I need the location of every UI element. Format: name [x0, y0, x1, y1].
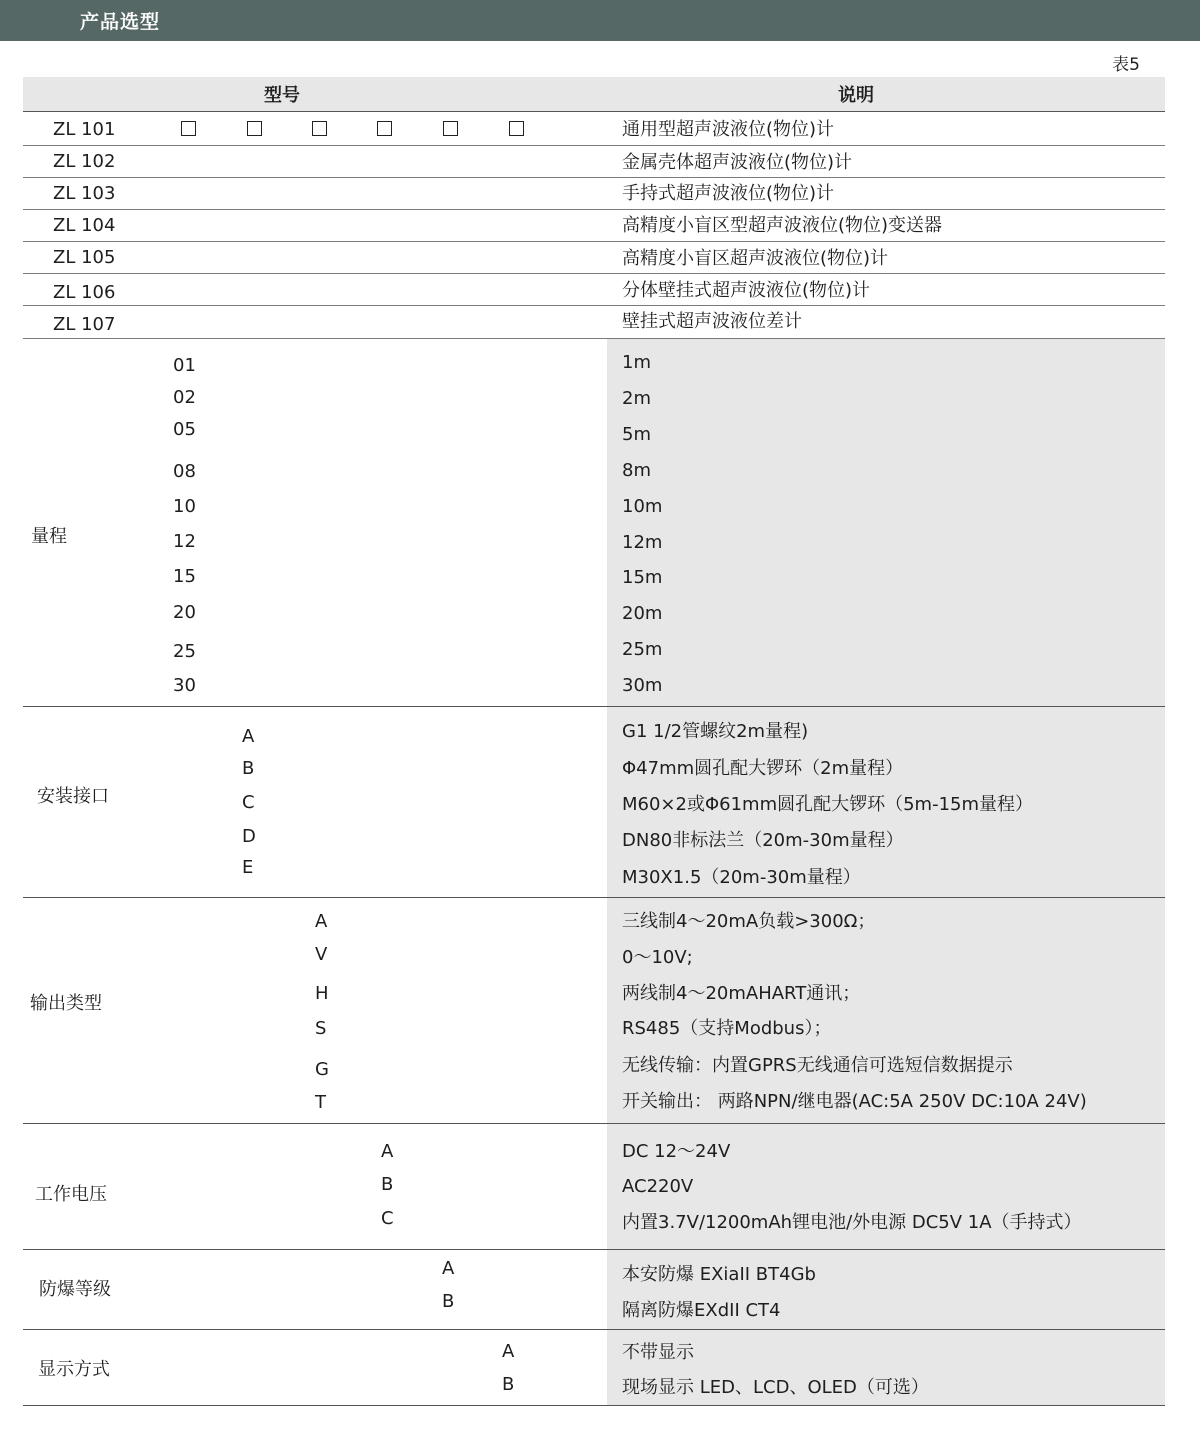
model-code: ZL 101 — [53, 119, 116, 140]
header-divider — [23, 111, 1165, 112]
range-desc: 15m — [622, 567, 663, 588]
row-divider — [23, 209, 1165, 210]
row-divider — [23, 305, 1165, 306]
mount-code: E — [242, 857, 254, 878]
mount-desc: DN80非标法兰（20m-30m量程） — [622, 830, 904, 851]
mount-code: C — [242, 792, 255, 813]
range-desc: 25m — [622, 639, 663, 660]
row-divider — [23, 145, 1165, 146]
model-desc: 金属壳体超声波液位(物位)计 — [622, 152, 853, 173]
table-number: 表5 — [1112, 55, 1140, 75]
range-code: 12 — [173, 531, 196, 552]
model-desc: 手持式超声波液位(物位)计 — [622, 183, 835, 204]
code-box-4 — [377, 121, 392, 136]
row-divider — [23, 273, 1165, 274]
model-code: ZL 107 — [53, 314, 116, 335]
range-desc: 1m — [622, 352, 651, 373]
model-desc: 高精度小盲区超声波液位(物位)计 — [622, 248, 889, 269]
code-box-5 — [443, 121, 458, 136]
range-desc: 2m — [622, 388, 651, 409]
row-divider — [23, 177, 1165, 178]
output-code: A — [315, 911, 328, 932]
output-desc: 无线传输：内置GPRS无线通信可选短信数据提示 — [622, 1055, 1013, 1076]
code-box-3 — [312, 121, 327, 136]
display-code: B — [502, 1374, 515, 1395]
range-code: 30 — [173, 675, 196, 696]
group-label-display: 显示方式 — [38, 1359, 110, 1380]
display-desc: 现场显示 LED、LCD、OLED（可选） — [622, 1377, 929, 1398]
model-code: ZL 104 — [53, 215, 116, 236]
model-code: ZL 106 — [53, 282, 116, 303]
output-desc: RS485（支持Modbus）； — [622, 1018, 832, 1039]
exproof-desc: 隔离防爆EXdII CT4 — [622, 1300, 781, 1321]
range-code: 05 — [173, 419, 196, 440]
range-code: 01 — [173, 355, 196, 376]
display-desc: 不带显示 — [622, 1342, 694, 1363]
group-label-output: 输出类型 — [30, 993, 102, 1014]
code-box-2 — [247, 121, 262, 136]
voltage-code: B — [381, 1174, 394, 1195]
output-code: H — [315, 983, 329, 1004]
header-row-bg — [23, 77, 1165, 111]
mount-desc: M60×2或Φ61mm圆孔配大锣环（5m-15m量程） — [622, 794, 1034, 815]
section-banner — [0, 0, 1200, 41]
table-bottom-border — [23, 1405, 1165, 1406]
range-desc: 30m — [622, 675, 663, 696]
range-code: 25 — [173, 641, 196, 662]
range-code: 02 — [173, 387, 196, 408]
range-desc: 20m — [622, 603, 663, 624]
voltage-code: A — [381, 1141, 394, 1162]
group-label-voltage: 工作电压 — [35, 1184, 107, 1205]
range-desc: 8m — [622, 460, 651, 481]
code-box-6 — [509, 121, 524, 136]
output-desc: 开关输出： 两路NPN/继电器(AC:5A 250V DC:10A 24V) — [622, 1091, 1087, 1112]
exproof-code: B — [442, 1291, 455, 1312]
range-desc-bg — [607, 339, 1165, 706]
range-desc: 12m — [622, 532, 663, 553]
exproof-code: A — [442, 1258, 455, 1279]
output-code: V — [315, 944, 328, 965]
group-label-range: 量程 — [31, 526, 67, 547]
mount-code: A — [242, 726, 255, 747]
section-title: 产品选型 — [80, 11, 161, 33]
model-desc: 高精度小盲区型超声波液位(物位)变送器 — [622, 215, 943, 236]
mount-desc: G1 1/2管螺纹2m量程) — [622, 721, 809, 742]
code-box-1 — [181, 121, 196, 136]
output-desc: 0～10V; — [622, 947, 693, 968]
voltage-code: C — [381, 1208, 394, 1229]
mount-code: B — [242, 758, 255, 779]
group-label-exproof: 防爆等级 — [39, 1279, 111, 1300]
range-code: 15 — [173, 566, 196, 587]
range-desc: 5m — [622, 424, 651, 445]
group-label-mount: 安装接口 — [37, 786, 109, 807]
header-model: 型号 — [264, 85, 300, 106]
model-desc: 壁挂式超声波液位差计 — [622, 311, 802, 332]
display-code: A — [502, 1341, 515, 1362]
range-code: 08 — [173, 461, 196, 482]
model-code: ZL 102 — [53, 151, 116, 172]
output-code: G — [315, 1059, 329, 1080]
header-description: 说明 — [838, 85, 874, 106]
row-divider — [23, 241, 1165, 242]
mount-code: D — [242, 826, 256, 847]
voltage-desc: DC 12～24V — [622, 1141, 731, 1162]
range-desc: 10m — [622, 496, 663, 517]
output-desc: 两线制4～20mAHART通讯； — [622, 983, 861, 1004]
mount-desc: M30X1.5（20m-30m量程） — [622, 867, 861, 888]
output-desc: 三线制4～20mA负载>300Ω； — [622, 911, 876, 932]
voltage-desc: 内置3.7V/1200mAh锂电池/外电源 DC5V 1A（手持式） — [622, 1212, 1082, 1233]
model-desc: 通用型超声波液位(物位)计 — [622, 119, 835, 140]
range-code: 10 — [173, 496, 196, 517]
exproof-desc: 本安防爆 EXiaII BT4Gb — [622, 1264, 816, 1285]
output-code: T — [315, 1092, 326, 1113]
range-code: 20 — [173, 602, 196, 623]
voltage-desc: AC220V — [622, 1176, 694, 1197]
mount-desc: Φ47mm圆孔配大锣环（2m量程） — [622, 758, 904, 779]
model-desc: 分体壁挂式超声波液位(物位)计 — [622, 280, 871, 301]
model-code: ZL 105 — [53, 247, 116, 268]
model-code: ZL 103 — [53, 183, 116, 204]
output-code: S — [315, 1018, 327, 1039]
